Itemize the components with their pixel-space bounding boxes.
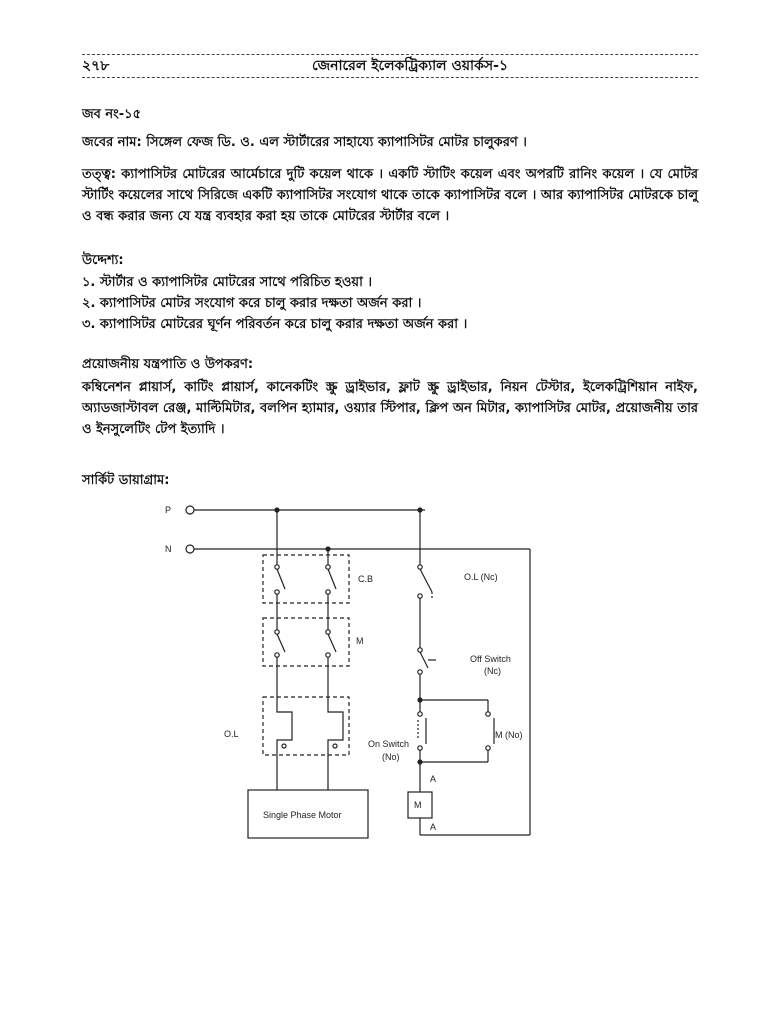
- neutral-terminal: [186, 545, 194, 553]
- job-name-label: জবের নাম:: [82, 135, 142, 150]
- motor-label: Single Phase Motor: [263, 810, 342, 820]
- theory-label: তত্ত্ব:: [82, 167, 116, 182]
- ol-box: [263, 697, 349, 755]
- page-number: ২৭৮: [82, 58, 110, 74]
- objective-item: ৩. ক্যাপাসিটর মোটরের ঘূর্ণন পরিবর্তন করে চালু করার দক্ষতা অর্জন করা ।: [82, 317, 468, 332]
- neutral-label: N: [165, 544, 172, 554]
- objectives-heading: উদ্দেশ্য:: [82, 253, 124, 268]
- phase-label: P: [165, 505, 172, 515]
- ol-label: O.L: [224, 729, 239, 739]
- page-header: [82, 48, 698, 74]
- job-name-text: সিঙ্গেল ফেজ ডি. ও. এল স্টার্টারের সাহায্যে ক্যাপাসিটর মোটর চালুকরণ ।: [146, 135, 527, 150]
- ol-nc-label: O.L (Nc): [464, 572, 498, 582]
- objective-item: ২. ক্যাপাসিটর মোটর সংযোগ করে চালু করার দক্ষতা অর্জন করা ।: [82, 296, 422, 311]
- cb-box: [263, 555, 349, 603]
- job-name-line: [82, 132, 698, 153]
- off-switch-nc-label: (Nc): [484, 666, 501, 676]
- objective-item: ১. স্টার্টার ও ক্যাপাসিটর মোটরের সাথে পরিচিত হওয়া ।: [82, 275, 373, 290]
- header-rule-top: [82, 54, 698, 55]
- cb-label: C.B: [358, 574, 374, 584]
- tools-text: কম্বিনেশন প্লায়ার্স, কাটিং প্লায়ার্স, কানেকটিং স্ক্রু ড্রাইভার, ফ্লাট স্ক্রু ড্রাইভার, নিয়ন টেস্টার, ইলেকট্রিশিয়ান নাইফ, অ্যাডজাস্টাবল রেঞ্জ, মাল্টিমিটার, বলপিন হ্যামার, ওয়্যার স্টিপার, ক্লিপ অন মিটার, ক্যাপাসিটর মোটর, প্রয়োজনীয় তার ও ইনসুলেটিং টেপ ইত্যাদি ।: [82, 380, 698, 437]
- a2-label: A: [430, 822, 437, 832]
- coil-label: M: [414, 800, 422, 810]
- on-switch-no-label: (No): [382, 752, 400, 762]
- off-switch-label: Off Switch: [470, 654, 511, 664]
- m1-label: M: [356, 636, 364, 646]
- m1-no-label: M (No): [495, 730, 523, 740]
- objectives-list: [82, 272, 698, 335]
- phase-terminal: [186, 506, 194, 514]
- theory-text: ক্যাপাসিটর মোটরের আর্মেচারে দুটি কয়েল থাকে । একটি স্টাটিং কয়েল এবং অপরটি রানিং কয়েল । যে মোটর স্টার্টিং কয়েলের সাথে সিরিজে একটি ক্যাপাসিটর সংযোগ থাকে তাকে ক্যাপাসিটর বলে । আর ক্যাপাসিটর মোটরকে চালু ও বন্ধ করার জন্য যে যন্ত্র ব্যবহার করা হয় তাকে মোটরের স্টার্টার বলে ।: [82, 167, 699, 224]
- tools-heading: প্রয়োজনীয় যন্ত্রপাতি ও উপকরণ:: [82, 357, 254, 372]
- job-number: জব নং-১৫: [82, 107, 142, 122]
- theory-paragraph: [82, 164, 698, 227]
- a1-label: A: [430, 774, 437, 784]
- circuit-diagram: [0, 490, 768, 890]
- on-switch-label: On Switch: [368, 739, 410, 749]
- header-rule-bottom: [82, 77, 698, 78]
- m1-box: [263, 618, 349, 666]
- circuit-heading: সার্কিট ডায়াগ্রাম:: [82, 473, 170, 488]
- book-title: জেনারেল ইলেকট্রিক্যাল ওয়ার্কস-১: [311, 58, 509, 74]
